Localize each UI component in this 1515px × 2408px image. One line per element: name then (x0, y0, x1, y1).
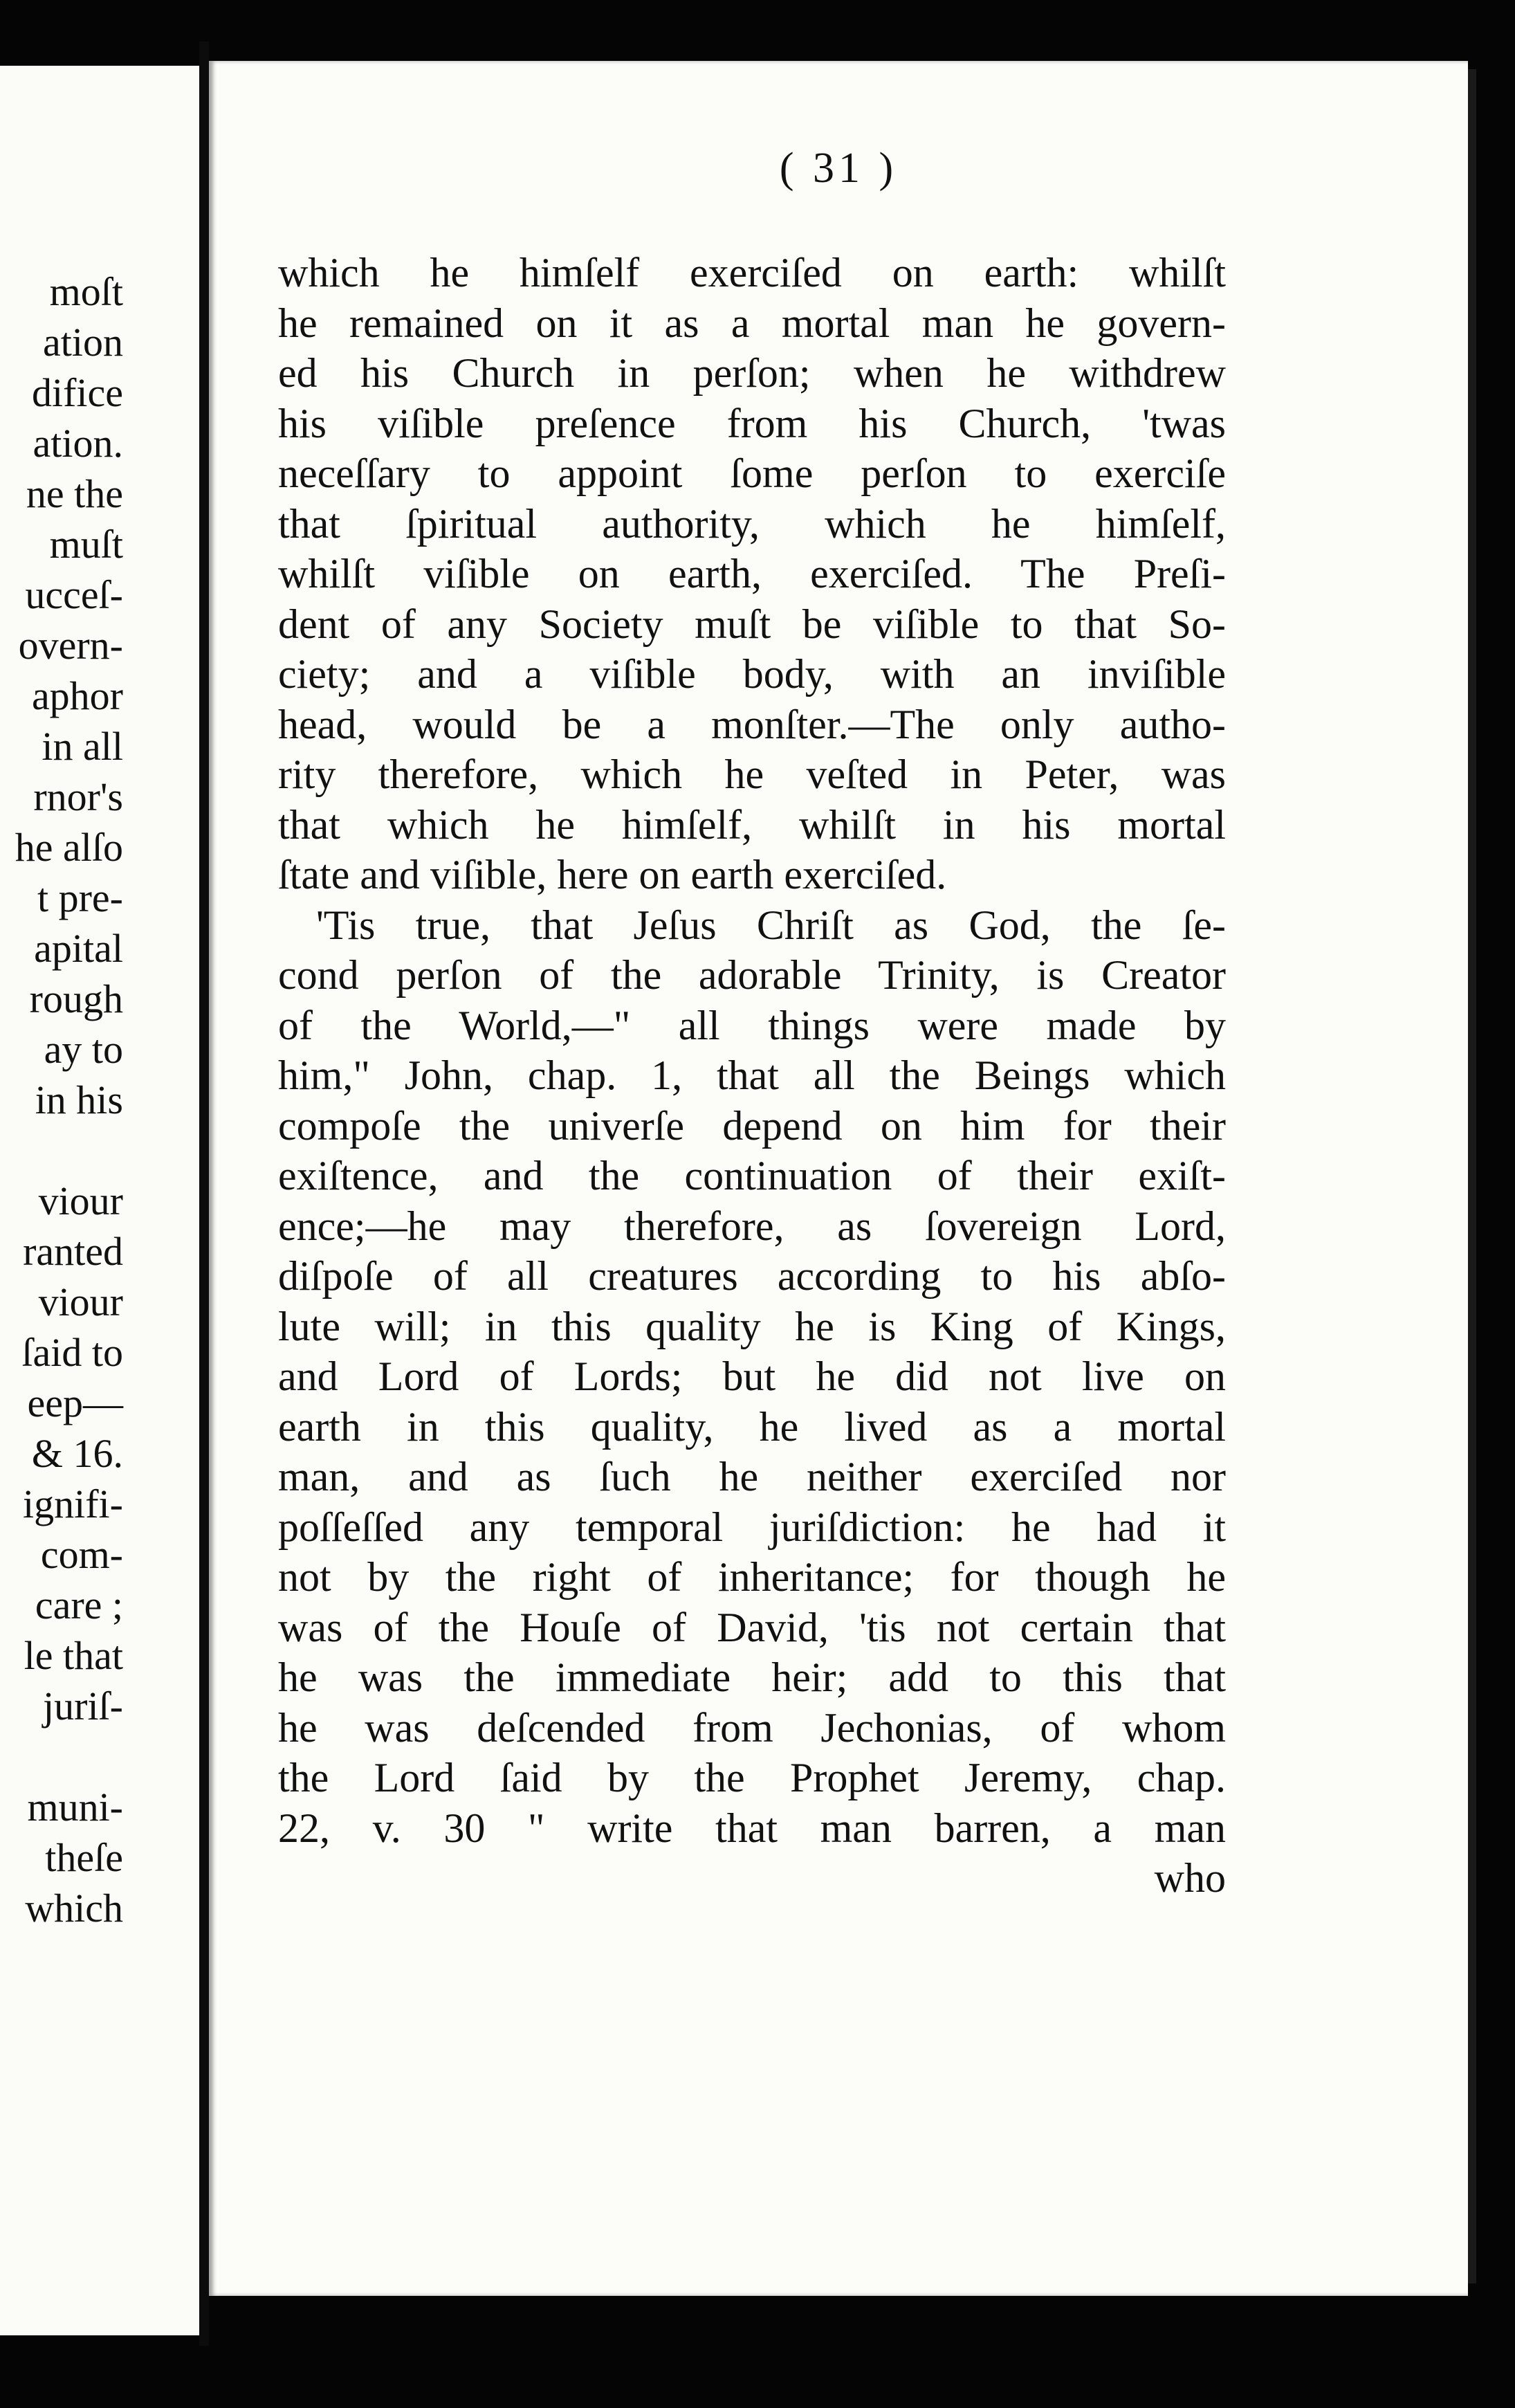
page-number: ( 31 ) (779, 145, 898, 192)
left-page-line: eep— (27, 1380, 123, 1425)
body-line: of the World,—" all things were made by (278, 1002, 1226, 1048)
left-page-line: juriſ- (43, 1684, 123, 1729)
left-page-line (0, 1125, 123, 1176)
body-line: 'Tis true, that Jeſus Chriſt as God, the ſe- (316, 902, 1226, 948)
body-line: ciety; and a viſible body, with an inviſible (278, 651, 1226, 697)
left-page-line: viour (38, 1178, 123, 1223)
body-line: rity therefore, which he veſted in Peter, was (278, 751, 1226, 797)
body-line: neceſſary to appoint ſome perſon to exerciſe (278, 450, 1226, 496)
left-page-line: moſt (49, 269, 123, 314)
left-page-line: ucceſ- (25, 572, 123, 617)
left-page-line: care ; (35, 1582, 123, 1627)
left-page-line: ation. (33, 421, 123, 466)
left-page-line: ignifi- (23, 1481, 123, 1526)
left-page-line: ay to (44, 1027, 123, 1072)
body-line: him," John, chap. 1, that all the Beings which (278, 1052, 1226, 1098)
page-edge-shadow (1468, 69, 1476, 2283)
body-line: diſpoſe of all creatures according to his abſo- (278, 1253, 1226, 1299)
body-line: man, and as ſuch he neither exerciſed nor (278, 1454, 1226, 1499)
body-line: which he himſelf exerciſed on earth: whilſt (278, 250, 1226, 295)
left-page-line: ation (43, 320, 123, 365)
left-page-line: ranted (23, 1229, 123, 1274)
left-page-line: ne the (26, 471, 123, 516)
left-page-line: muni- (27, 1785, 123, 1830)
body-line: exiſtence, and the continuation of their exiſt- (278, 1153, 1226, 1198)
body-line: was of the Houſe of David, 'tis not certain that (278, 1604, 1226, 1650)
left-page-text-fragments (0, 266, 123, 1933)
body-line: dent of any Society muſt be viſible to that So- (278, 601, 1226, 647)
left-page-line: which (25, 1886, 123, 1931)
left-page-line: & 16. (31, 1431, 123, 1476)
body-line: that which he himſelf, whilſt in his mortal (278, 801, 1226, 848)
left-page-line: com- (40, 1532, 123, 1577)
left-page-line: t pre- (37, 875, 123, 920)
left-page-line: overn- (18, 623, 123, 668)
body-line: the Lord ſaid by the Prophet Jeremy, chap. (278, 1755, 1226, 1800)
left-page-line: ſaid to (21, 1330, 123, 1375)
left-page-line: apital (34, 926, 123, 971)
body-line: 22, v. 30 " write that man barren, a man (278, 1805, 1226, 1851)
body-line: not by the right of inheritance; for though he (278, 1554, 1226, 1600)
body-line: compoſe the univerſe depend on him for their (278, 1102, 1226, 1149)
left-page-line: muſt (49, 522, 123, 567)
body-line: poſſeſſed any temporal juriſdiction: he had it (278, 1504, 1226, 1550)
body-line: ence;—he may therefore, as ſovereign Lord, (278, 1203, 1226, 1249)
body-line: ſtate and viſible, here on earth exerciſed. (278, 852, 947, 897)
left-page (0, 66, 199, 2335)
body-line: that ſpiritual authority, which he himſelf, (278, 500, 1226, 547)
left-page-line: le that (24, 1633, 123, 1678)
body-line: his viſible preſence from his Church, 'twas (278, 400, 1226, 446)
body-line: head, would be a monſter.—The only autho- (278, 701, 1226, 747)
left-page-line: viour (38, 1279, 123, 1324)
body-line: and Lord of Lords; but he did not live on (278, 1353, 1226, 1399)
left-page-line: he alſo (15, 825, 123, 870)
body-line: he was the immediate heir; add to this that (278, 1654, 1226, 1700)
body-line: cond perſon of the adorable Trinity, is Creator (278, 952, 1226, 998)
book-gutter (199, 42, 209, 2346)
catchword: who (1154, 1855, 1226, 1901)
body-text (278, 248, 1226, 1904)
left-page-line: rough (29, 976, 123, 1021)
body-line: whilſt viſible on earth, exerciſed. The Preſi- (278, 551, 1226, 596)
body-line: he remained on it as a mortal man he govern- (278, 300, 1226, 346)
left-page-line: in all (42, 724, 123, 769)
left-page-line: difice (31, 370, 123, 415)
left-page-line: theſe (45, 1835, 123, 1880)
left-page-line: aphor (31, 673, 123, 718)
right-page (209, 61, 1468, 2296)
left-page-line (0, 1731, 123, 1782)
left-page-line: in his (35, 1077, 123, 1122)
body-line: ed his Church in perſon; when he withdrew (278, 350, 1226, 396)
body-line: he was deſcended from Jechonias, of whom (278, 1704, 1226, 1751)
body-line: lute will; in this quality he is King of Kings, (278, 1303, 1226, 1349)
left-page-line: rnor's (33, 774, 123, 819)
body-line: earth in this quality, he lived as a mortal (278, 1403, 1226, 1450)
left-page-clip (0, 66, 199, 2335)
